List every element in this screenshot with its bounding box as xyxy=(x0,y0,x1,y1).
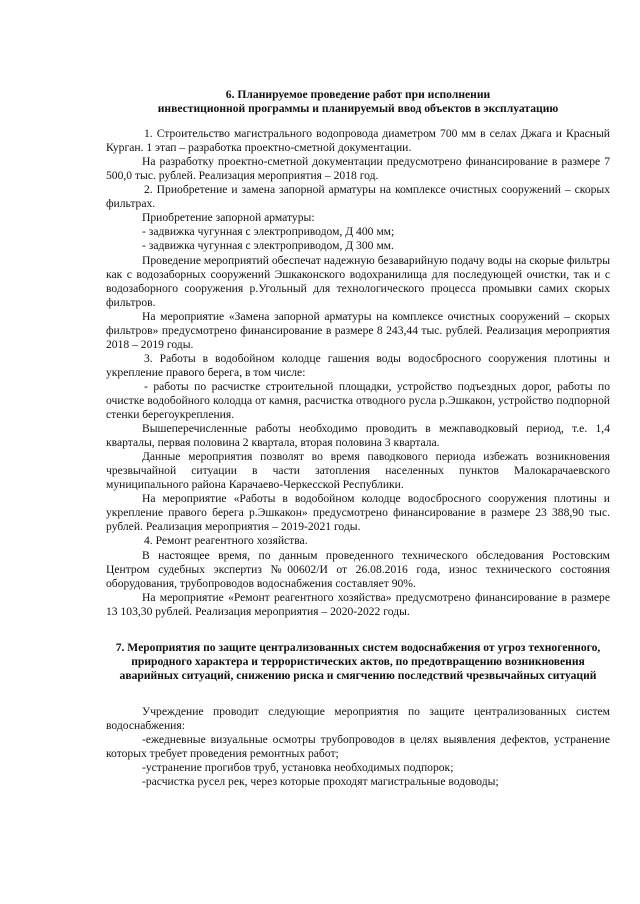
section-6-item-2: 2. Приобретение и замена запорной арматуры на комплексе очистных сооружений – скорых фильтрах. xyxy=(106,183,610,211)
section-7-paragraph: Учреждение проводит следующие мероприятия по защите централизованных систем водоснабжения: xyxy=(106,704,610,732)
section-6-list-item: - задвижка чугунная с электроприводом, Д 300 мм. xyxy=(142,239,394,253)
section-6-paragraph: Данные мероприятия позволят во время паводкового периода избежать возникновения чрезвычайной ситуации в части затопления населенных пунктов Малокарачаевского муниципального района Карачаево-Черкесской Республики. xyxy=(106,450,610,492)
section-6-item-4: 4. Ремонт реагентного хозяйства. xyxy=(144,534,308,548)
section-6-paragraph: На мероприятие «Работы в водобойном колодце водосбросного сооружения плотины и укрепление правого берега р.Эшкакон» предусмотрено финансирование в размере 23 388,90 тыс. рублей. Реализация мероприятия – 2019-2021 годы. xyxy=(106,492,610,534)
section-7-list-item: -расчистка русел рек, через которые проходят магистральные водоводы; xyxy=(142,775,499,789)
section-7-list-item: -устранение прогибов труб, установка необходимых подпорок; xyxy=(142,761,454,775)
section-7-list-item: -ежедневные визуальные осмотры трубопроводов в целях выявления дефектов, устранение которых требует проведения ремонтных работ; xyxy=(106,732,610,761)
document-page xyxy=(106,88,610,789)
section-6-paragraph: - работы по расчистке строительной площадки, устройство подъездных дорог, работы по очистке водобойного колодца от камня, расчистка отводного русла р.Эшкакон, устройство подпорной стенки берегоукрепления. xyxy=(106,379,610,422)
section-6-paragraph: На мероприятие «Замена запорной арматуры на комплексе очистных сооружений – скорых фильтров» предусмотрено финансирование в размере 8 243,44 тыс. рублей. Реализация мероприятия 2018 – 2019 годы. xyxy=(106,309,610,351)
section-6-title-line-1: 6. Планируемое проведение работ при исполнении xyxy=(225,88,491,101)
section-6-paragraph: Приобретение запорной арматуры: xyxy=(142,211,315,225)
section-6-paragraph: Вышеперечисленные работы необходимо проводить в межпаводковый период, т.е. 1,4 кварталы, первая половина 2 квартала, вторая половина 3 квартала. xyxy=(106,422,610,450)
section-6-paragraph: В настоящее время, по данным проведенного технического обследования Ростовским Центром судебных экспертиз №00602/И от 26.08.2016 года, износ технического состояния оборудования, трубопроводов водоснабжения составляет 90%. xyxy=(106,548,610,590)
section-6-paragraph: Проведение мероприятий обеспечат надежную безаварийную подачу воды на скорые фильтры как с водозаборных сооружений Эшкаконского водохранилища для последующей очистки, так и с водозаборного сооружения р.Угольный для технологического процесса промывки самих скорых фильтров. xyxy=(106,253,610,309)
section-6-item-3: 3. Работы в водобойном колодце гашения воды водосбросного сооружения плотины и укрепление правого берега, в том числе: xyxy=(106,351,610,379)
section-6-paragraph: На разработку проектно-сметной документации предусмотрено финансирование в размере 7 500,0 тыс. рублей. Реализация мероприятия – 2018 год. xyxy=(106,155,610,183)
section-6-paragraph: На мероприятие «Ремонт реагентного хозяйства» предусмотрено финансирование в размере 13 103,30 рублей. Реализация мероприятия – 2020-2022 годы. xyxy=(106,590,610,618)
section-6-title xyxy=(106,88,610,116)
section-6-list-item: - задвижка чугунная с электроприводом, Д 400 мм; xyxy=(142,225,395,239)
section-6-item-1: 1. Строительство магистрального водопровода диаметром 700 мм в селах Джага и Красный Курган. 1 этап – разработка проектно-сметной документации. xyxy=(106,127,610,155)
section-6-title-line-2: инвестиционной программы и планируемый ввод объектов в эксплуатацию xyxy=(157,102,559,116)
section-7-title: 7. Мероприятия по защите централизованных систем водоснабжения от угроз техногенного, природного характера и террористических актов, по предотвращению возникновения аварийных ситуаций, снижению риска и смягчению последствий чрезвычайных ситуаций xyxy=(115,640,601,682)
